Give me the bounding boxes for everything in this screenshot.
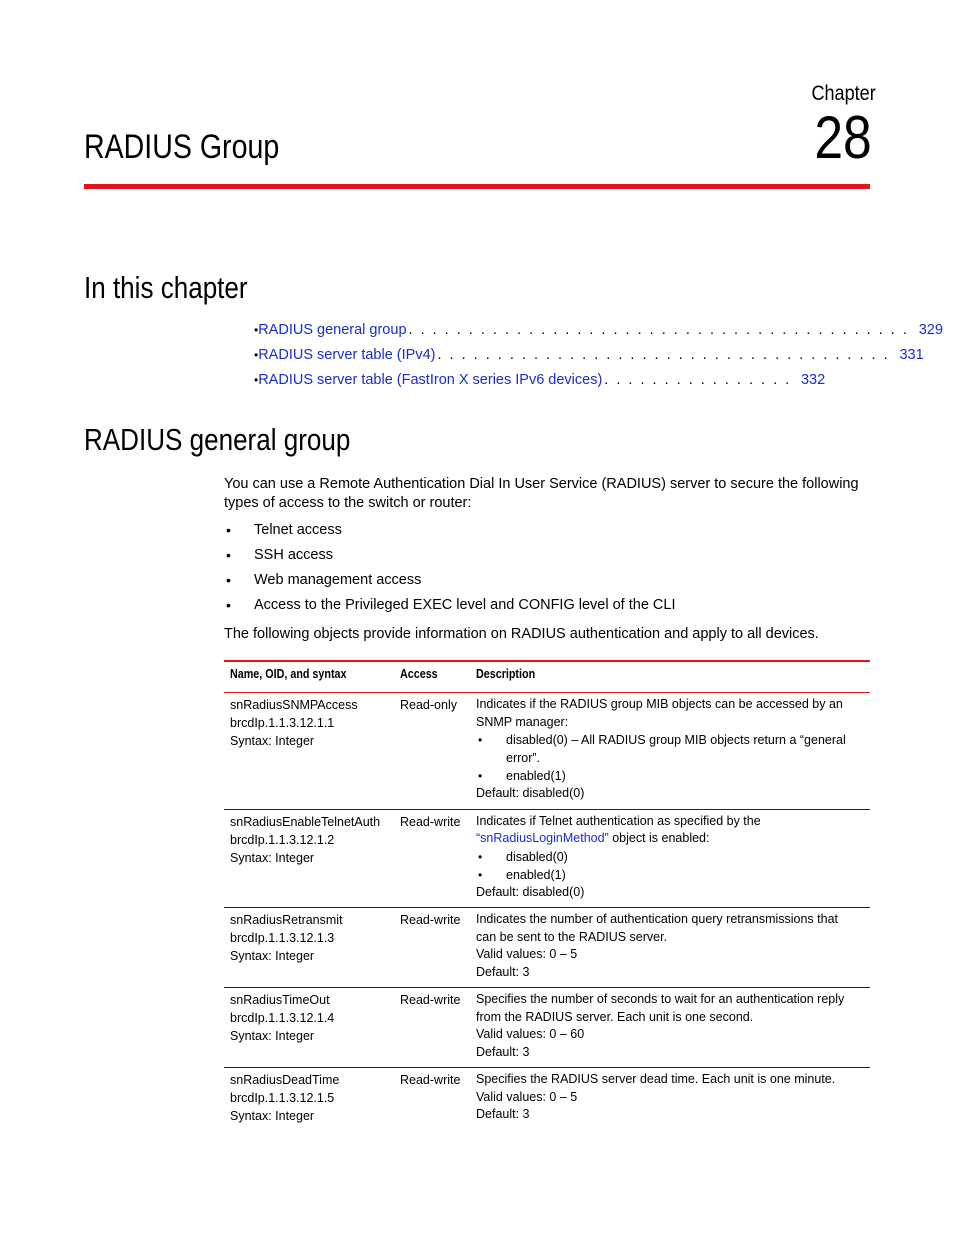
description-line: Default: 3 — [476, 1107, 530, 1121]
description-bullet — [476, 767, 864, 785]
cell-access: Read-only — [394, 693, 470, 810]
table-row — [224, 693, 870, 810]
description-line: Valid values: 0 – 5 — [476, 1089, 578, 1104]
toc-page-link[interactable]: 329 — [918, 322, 943, 338]
chapter-number: 28 — [814, 104, 872, 171]
object-name: snRadiusSNMPAccess — [230, 698, 358, 712]
object-syntax: Syntax: Integer — [230, 734, 315, 748]
description-line: Indicates if the RADIUS group MIB objects can be accessed by an — [476, 697, 843, 711]
cell-access: Read-write — [400, 1073, 461, 1087]
toc-item — [254, 347, 924, 372]
description-line: Specifies the RADIUS server dead time. Each unit is one minute. — [476, 1072, 836, 1086]
cell-name — [224, 908, 394, 988]
toc-link[interactable]: RADIUS general group — [258, 322, 407, 338]
toc-leader: . . . . . . . . . . . . . . . . . . . . . . . . . . . . . . . . . . . . . . — [437, 347, 890, 363]
object-oid: brcdIp.1.1.3.12.1.3 — [230, 931, 335, 945]
cell-access: Read-write — [394, 908, 470, 988]
object-name: snRadiusDeadTime — [230, 1073, 340, 1087]
title-rule — [84, 184, 870, 189]
bullet-icon: • — [226, 522, 231, 538]
list-item — [224, 547, 676, 572]
toc-leader: . . . . . . . . . . . . . . . . — [604, 372, 792, 388]
toc-item — [254, 372, 826, 397]
bullet-icon: • — [254, 373, 259, 387]
cell-access: Read-write — [394, 809, 470, 908]
list-item — [224, 572, 676, 597]
bullet-text: error”. — [506, 751, 541, 765]
mib-object-table — [224, 660, 870, 1131]
description-line: Valid values: 0 – 60 — [476, 1027, 585, 1041]
description-line: Valid values: 0 – 5 — [476, 947, 578, 961]
table-lead-paragraph: The following objects provide information on RADIUS authentication and apply to all devices. — [224, 626, 819, 642]
intro-paragraph: You can use a Remote Authentication Dial In User Service (RADIUS) server to secure the following types of access to the switch or router: — [224, 476, 859, 511]
object-oid: brcdIp.1.1.3.12.1.1 — [230, 716, 335, 730]
bullet-icon: • — [254, 348, 259, 362]
list-item-text: Access to the Privileged EXEC level and CONFIG level of the CLI — [254, 597, 676, 613]
description-bullet — [476, 866, 864, 884]
toc-link[interactable]: RADIUS server table (FastIron X series IPv6 devices) — [258, 372, 603, 388]
cell-description — [470, 908, 870, 988]
cell-name — [224, 809, 394, 908]
description-line: Default: 3 — [476, 1044, 530, 1059]
cell-access: Read-write — [394, 988, 470, 1068]
chapter-title: RADIUS Group — [84, 128, 280, 166]
description-bullet-cont — [476, 749, 864, 767]
object-oid: brcdIp.1.1.3.12.1.5 — [230, 1091, 335, 1105]
chapter-label: Chapter — [811, 82, 876, 105]
bullet-icon: • — [478, 733, 483, 747]
description-line: from the RADIUS server. Each unit is one second. — [476, 1009, 754, 1024]
toc-leader: . . . . . . . . . . . . . . . . . . . . . . . . . . . . . . . . . . . . . . . . . . — [408, 322, 909, 338]
object-syntax: Syntax: Integer — [230, 1029, 315, 1043]
description-line: Default: 3 — [476, 964, 530, 979]
cell-name — [224, 1068, 394, 1132]
description-line: SNMP manager: — [476, 714, 569, 729]
bullet-icon: • — [254, 323, 259, 337]
table-row — [224, 809, 870, 908]
bullet-icon: • — [226, 597, 231, 613]
bullet-text: enabled(1) — [506, 867, 566, 882]
object-syntax: Syntax: Integer — [230, 949, 315, 963]
bullet-text: enabled(1) — [506, 769, 566, 783]
header-description: Description — [470, 661, 870, 693]
description-bullet — [476, 848, 864, 866]
bullet-icon: • — [478, 867, 483, 882]
object-oid: brcdIp.1.1.3.12.1.4 — [230, 1011, 335, 1025]
object-cross-reference-link[interactable]: “snRadiusLoginMethod” — [476, 831, 609, 845]
toc-page-link[interactable]: 332 — [800, 372, 826, 388]
table-row — [224, 908, 870, 988]
object-name: snRadiusTimeOut — [230, 993, 330, 1007]
bullet-text: disabled(0) – All RADIUS group MIB objects return a “general — [506, 733, 846, 747]
list-item — [224, 597, 676, 622]
bullet-icon: • — [478, 849, 483, 864]
description-line: Specifies the number of seconds to wait for an authentication reply — [476, 992, 845, 1006]
toc-page-link[interactable]: 331 — [899, 347, 924, 363]
toc-item — [254, 322, 943, 347]
object-name: snRadiusEnableTelnetAuth — [230, 814, 381, 829]
header-access: Access — [394, 661, 470, 693]
object-syntax: Syntax: Integer — [230, 850, 315, 865]
list-item — [224, 522, 676, 547]
list-item-text: Web management access — [254, 572, 422, 588]
description-line: can be sent to the RADIUS server. — [476, 929, 668, 944]
object-oid: brcdIp.1.1.3.12.1.2 — [230, 832, 335, 847]
cell-name — [224, 693, 394, 810]
section-heading: RADIUS general group — [84, 422, 351, 457]
bullet-icon: • — [226, 547, 231, 563]
description-line: Indicates the number of authentication query retransmissions that — [476, 912, 839, 926]
object-name: snRadiusRetransmit — [230, 913, 343, 927]
cell-name — [224, 988, 394, 1068]
cell-description — [470, 809, 870, 908]
object-syntax: Syntax: Integer — [230, 1109, 315, 1123]
table-row — [224, 1068, 870, 1132]
description-line: Indicates if Telnet authentication as specified by the — [476, 813, 761, 828]
header-name: Name, OID, and syntax — [224, 661, 394, 693]
cell-description — [470, 1068, 870, 1132]
toc-link[interactable]: RADIUS server table (IPv4) — [258, 347, 436, 363]
list-item-text: SSH access — [254, 547, 333, 563]
bullet-text: disabled(0) — [506, 849, 568, 864]
chapter-toc — [254, 322, 943, 397]
bullet-icon: • — [478, 769, 483, 783]
toc-heading: In this chapter — [84, 270, 248, 305]
cell-description — [470, 693, 870, 810]
access-type-list — [224, 522, 676, 622]
description-bullet — [476, 731, 864, 749]
list-item-text: Telnet access — [254, 522, 342, 538]
description-line: Default: disabled(0) — [476, 786, 585, 800]
table-row — [224, 988, 870, 1068]
bullet-icon: • — [226, 572, 231, 588]
description-line: “snRadiusLoginMethod” object is enabled: — [476, 831, 710, 845]
cell-description — [470, 988, 870, 1068]
table-header-row — [224, 661, 870, 693]
description-line: Default: disabled(0) — [476, 884, 585, 899]
